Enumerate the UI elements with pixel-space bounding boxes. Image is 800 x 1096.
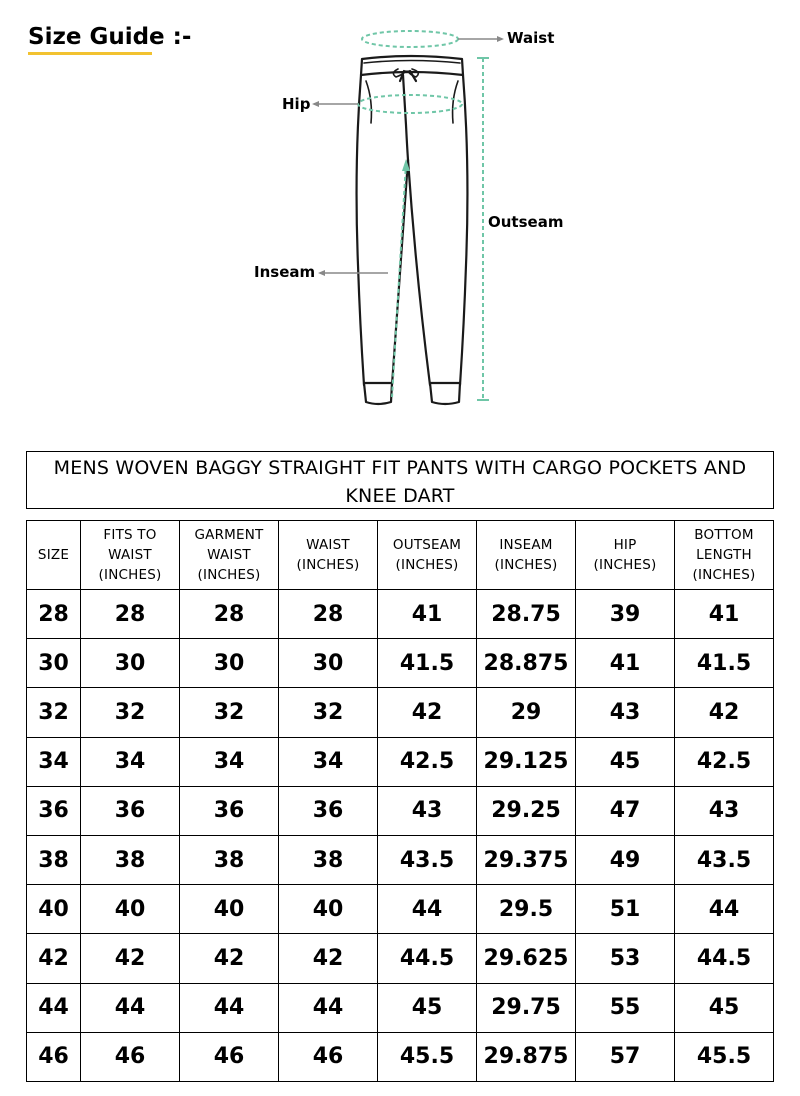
table-header-row (27, 521, 774, 590)
table-cell: 38 (279, 835, 378, 884)
table-cell: 55 (576, 983, 675, 1032)
table-cell: 49 (576, 835, 675, 884)
table-cell: 40 (180, 885, 279, 934)
table-row (27, 835, 774, 884)
table-cell: 29.5 (477, 885, 576, 934)
table-cell: 43 (576, 688, 675, 737)
table-cell: 29.375 (477, 835, 576, 884)
table-cell: 28 (27, 590, 81, 639)
table-cell: 45.5 (675, 1032, 774, 1081)
table-cell: 32 (279, 688, 378, 737)
hip-label: Hip (282, 95, 311, 113)
table-cell: 45.5 (378, 1032, 477, 1081)
table-cell: 30 (81, 639, 180, 688)
column-header-line: WAIST (207, 547, 251, 563)
table-cell: 34 (81, 737, 180, 786)
table-cell: 46 (279, 1032, 378, 1081)
column-header-line: (INCHES) (692, 567, 756, 583)
table-row (27, 639, 774, 688)
column-header-line: WAIST (306, 537, 350, 553)
table-cell: 32 (27, 688, 81, 737)
table-cell: 45 (675, 983, 774, 1032)
table-cell: 36 (81, 786, 180, 835)
table-cell: 28 (279, 590, 378, 639)
table-cell: 42.5 (675, 737, 774, 786)
table-cell: 34 (180, 737, 279, 786)
column-header (27, 521, 81, 590)
table-cell: 29.25 (477, 786, 576, 835)
table-cell: 47 (576, 786, 675, 835)
table-cell: 36 (180, 786, 279, 835)
table-row (27, 786, 774, 835)
table-cell: 36 (27, 786, 81, 835)
table-cell: 38 (27, 835, 81, 884)
table-cell: 57 (576, 1032, 675, 1081)
title-underline (28, 52, 152, 55)
table-cell: 46 (180, 1032, 279, 1081)
table-cell: 44 (378, 885, 477, 934)
table-row (27, 688, 774, 737)
column-header-line: (INCHES) (296, 557, 360, 573)
table-cell: 34 (279, 737, 378, 786)
inseam-label: Inseam (254, 263, 316, 281)
table-row (27, 934, 774, 983)
column-header-line: GARMENT (194, 527, 264, 543)
table-cell: 38 (180, 835, 279, 884)
table-cell: 28 (180, 590, 279, 639)
table-cell: 36 (279, 786, 378, 835)
column-header (180, 521, 279, 590)
table-cell: 28 (81, 590, 180, 639)
table-cell: 51 (576, 885, 675, 934)
table-cell: 41.5 (675, 639, 774, 688)
column-header (81, 521, 180, 590)
column-header (675, 521, 774, 590)
column-header-line: OUTSEAM (392, 537, 462, 553)
table-cell: 44 (27, 983, 81, 1032)
table-cell: 41 (576, 639, 675, 688)
table-cell: 29.625 (477, 934, 576, 983)
table-row (27, 885, 774, 934)
table-cell: 45 (576, 737, 675, 786)
table-cell: 30 (180, 639, 279, 688)
table-cell: 29.875 (477, 1032, 576, 1081)
table-cell: 34 (27, 737, 81, 786)
table-cell: 44.5 (675, 934, 774, 983)
table-row (27, 737, 774, 786)
table-cell: 42 (378, 688, 477, 737)
column-header-line: HIP (613, 537, 637, 553)
table-cell: 44.5 (378, 934, 477, 983)
table-cell: 44 (81, 983, 180, 1032)
table-row (27, 590, 774, 639)
table-cell: 42 (279, 934, 378, 983)
table-cell: 41 (675, 590, 774, 639)
table-cell: 40 (27, 885, 81, 934)
column-header-line: FITS TO (103, 527, 157, 543)
table-cell: 30 (27, 639, 81, 688)
table-cell: 42 (675, 688, 774, 737)
table-row (27, 983, 774, 1032)
table-cell: 32 (180, 688, 279, 737)
size-table (26, 520, 774, 1082)
column-header (378, 521, 477, 590)
column-header-line: (INCHES) (197, 567, 261, 583)
column-header-line: WAIST (108, 547, 152, 563)
table-cell: 41.5 (378, 639, 477, 688)
column-header-line: (INCHES) (494, 557, 558, 573)
outseam-label: Outseam (488, 213, 564, 231)
pants-diagram (240, 25, 580, 410)
table-cell: 44 (180, 983, 279, 1032)
column-header-line: BOTTOM (694, 527, 754, 543)
table-cell: 42.5 (378, 737, 477, 786)
table-cell: 44 (279, 983, 378, 1032)
size-chart (26, 451, 774, 1082)
table-title: MENS WOVEN BAGGY STRAIGHT FIT PANTS WITH CARGO POCKETS AND KNEE DART (26, 451, 774, 509)
table-cell: 32 (81, 688, 180, 737)
table-cell: 28.75 (477, 590, 576, 639)
table-cell: 43.5 (675, 835, 774, 884)
table-cell: 28.875 (477, 639, 576, 688)
table-cell: 40 (279, 885, 378, 934)
table-cell: 43 (378, 786, 477, 835)
table-cell: 43 (675, 786, 774, 835)
table-cell: 29 (477, 688, 576, 737)
column-header-line: INSEAM (499, 537, 553, 553)
column-header-line: LENGTH (696, 547, 752, 563)
column-header-line: (INCHES) (98, 567, 162, 583)
table-cell: 39 (576, 590, 675, 639)
table-cell: 42 (180, 934, 279, 983)
table-row (27, 1032, 774, 1081)
column-header (576, 521, 675, 590)
column-header (279, 521, 378, 590)
table-cell: 46 (27, 1032, 81, 1081)
table-cell: 29.125 (477, 737, 576, 786)
table-cell: 43.5 (378, 835, 477, 884)
table-cell: 46 (81, 1032, 180, 1081)
waist-label: Waist (507, 29, 555, 47)
table-cell: 40 (81, 885, 180, 934)
column-header-line: (INCHES) (593, 557, 657, 573)
table-cell: 41 (378, 590, 477, 639)
column-header-line: SIZE (37, 547, 70, 563)
table-cell: 38 (81, 835, 180, 884)
table-cell: 42 (27, 934, 81, 983)
page-title: Size Guide :- (28, 24, 192, 50)
table-body (27, 590, 774, 1082)
table-cell: 42 (81, 934, 180, 983)
table-cell: 30 (279, 639, 378, 688)
column-header-line: (INCHES) (395, 557, 459, 573)
column-header (477, 521, 576, 590)
table-cell: 45 (378, 983, 477, 1032)
table-cell: 29.75 (477, 983, 576, 1032)
table-cell: 53 (576, 934, 675, 983)
table-cell: 44 (675, 885, 774, 934)
